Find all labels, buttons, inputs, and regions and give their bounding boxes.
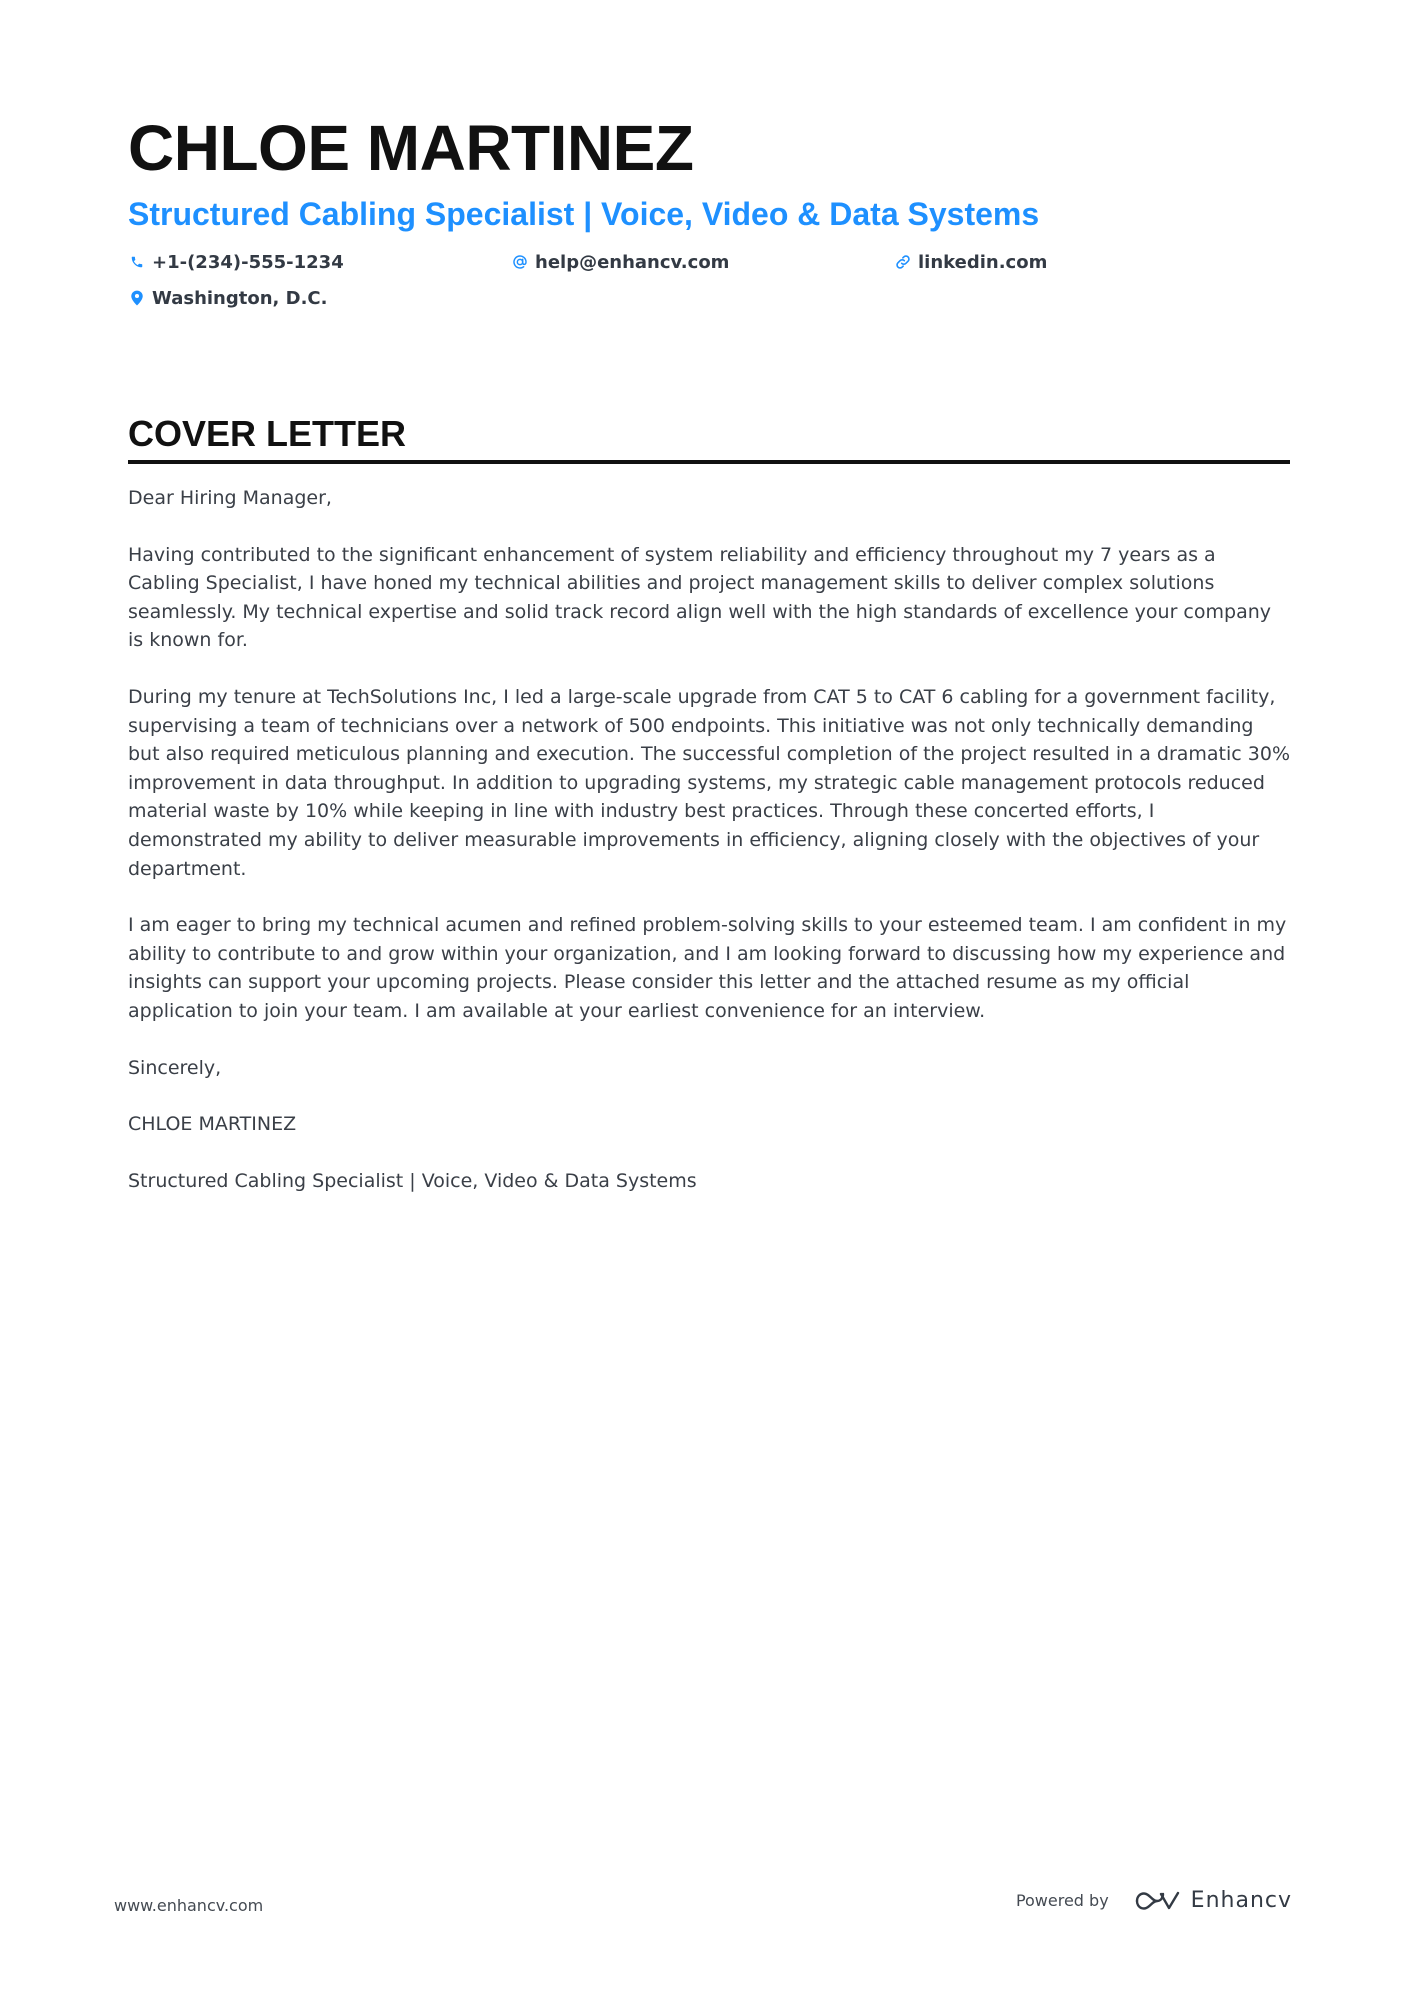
map-pin-icon <box>128 289 146 307</box>
letter-body <box>128 484 1290 1195</box>
email-text: help@enhancv.com <box>535 251 730 273</box>
enhancv-brand-name: Enhancv <box>1190 1888 1292 1913</box>
contact-location <box>128 286 327 310</box>
linkedin-text: linkedin.com <box>918 251 1048 273</box>
contact-email[interactable] <box>511 250 729 274</box>
contact-phone[interactable] <box>128 250 344 274</box>
enhancv-logo-icon <box>1135 1889 1181 1913</box>
footer-branding[interactable] <box>1016 1888 1292 1913</box>
at-sign-icon <box>511 253 529 271</box>
letter-paragraph: During my tenure at TechSolutions Inc, I led a large-scale upgrade from CAT 5 to CAT 6 cabling for a government facility, supervising a team of technicians over a network of 500 endpoints. This initiative was not only technically demanding but also required meticulous planning and execution. The successful completion of the project resulted in a dramatic 30% improvement in data throughput. In addition to upgrading systems, my strategic cable management protocols reduced material waste by 10% while keeping in line with industry best practices. Through these concerted efforts, I demonstrated my ability to deliver measurable improvements in efficiency, aligning closely with the objectives of your department. <box>128 685 1291 880</box>
page-content <box>128 108 1290 1223</box>
letter-paragraph: Having contributed to the significant enhancement of system reliability and efficiency throughout my 7 years as a Cabling Specialist, I have honed my technical abilities and project management skills to deliver complex solutions seamlessly. My technical expertise and solid track record align well with the high standards of excellence your company is known for. <box>128 543 1272 652</box>
location-text: Washington, D.C. <box>152 287 328 309</box>
contact-linkedin[interactable] <box>894 250 1047 274</box>
letter-closing: Sincerely, <box>128 1056 222 1079</box>
phone-icon <box>128 253 146 271</box>
link-icon <box>894 253 912 271</box>
section-title-cover-letter: COVER LETTER <box>128 414 1290 464</box>
applicant-headline: Structured Cabling Specialist | Voice, Video & Data Systems <box>128 196 1040 232</box>
letter-greeting: Dear Hiring Manager, <box>128 487 332 509</box>
signature-title: Structured Cabling Specialist | Voice, Video & Data Systems <box>128 1169 697 1192</box>
letter-paragraph: I am eager to bring my technical acumen and refined problem-solving skills to your esteemed team. I am confident in my ability to contribute to and grow within your organization, and I am looking forward to discussing how my experience and insights can support your upcoming projects. Please consider this letter and the attached resume as my official application to join your team. I am available at your earliest convenience for an interview. <box>128 914 1287 1022</box>
phone-text: +1-(234)-555-1234 <box>152 251 344 273</box>
powered-by-label: Powered by <box>1015 1891 1109 1910</box>
contact-info <box>128 250 1290 322</box>
footer-website[interactable]: www.enhancv.com <box>114 1896 264 1915</box>
applicant-name: CHLOE MARTINEZ <box>128 112 694 184</box>
signature-name: CHLOE MARTINEZ <box>128 1113 297 1136</box>
